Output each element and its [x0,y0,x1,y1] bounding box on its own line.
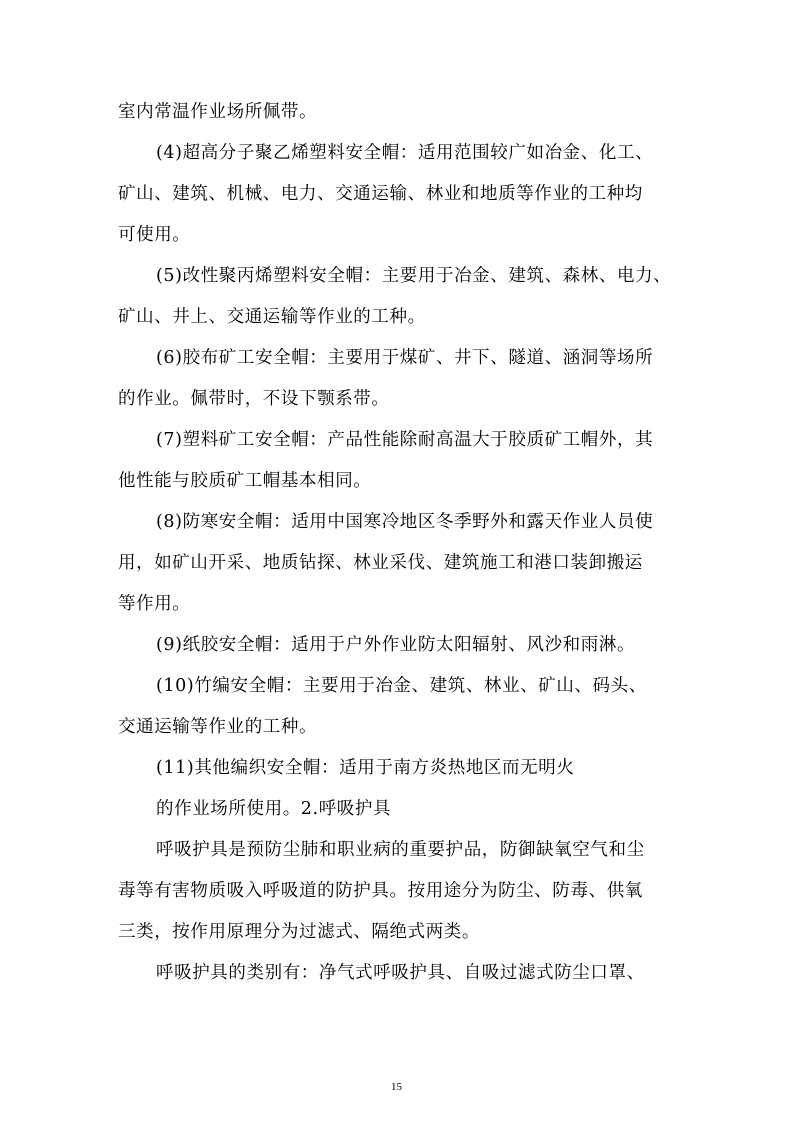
text-line: 室内常温作业场所佩带。 [118,102,318,122]
text-line: 可使用。 [118,225,191,245]
text-line: 的作业场所使用。2.呼吸护具 [156,799,392,819]
text-line: 他性能与胶质矿工帽基本相同。 [118,471,372,491]
text-line: (5)改性聚丙烯塑料安全帽：主要用于冶金、建筑、森林、电力、 [156,266,672,286]
text-line: 交通运输等作业的工种。 [118,717,318,737]
text-line: (4)超高分子聚乙烯塑料安全帽：适用范围较广如冶金、化工、 [156,143,654,163]
text-line: (11)其他编织安全帽：适用于南方炎热地区而无明火 [156,758,575,778]
page-number: 15 [391,1081,402,1093]
text-line: 用，如矿山开采、地质钻探、林业采伐、建筑施工和港口装卸搬运 [118,553,643,573]
text-line: 呼吸护具的类别有：净气式呼吸护具、自吸过滤式防尘口罩、 [156,963,645,983]
text-line: 的作业。佩带时，不设下颚系带。 [118,389,390,409]
text-line: (8)防寒安全帽：适用中国寒冷地区冬季野外和露天作业人员使 [156,512,654,532]
text-line: (6)胶布矿工安全帽：主要用于煤矿、井下、隧道、涵洞等场所 [156,348,654,368]
text-line: (9)纸胶安全帽：适用于户外作业防太阳辐射、风沙和雨淋。 [156,635,636,655]
text-line: 呼吸护具是预防尘肺和职业病的重要护品，防御缺氧空气和尘 [156,840,645,860]
text-line: (7)塑料矿工安全帽：产品性能除耐高温大于胶质矿工帽外，其 [156,430,654,450]
text-line: 毒等有害物质吸入呼吸道的防护具。按用途分为防尘、防毒、供氧 [118,881,643,901]
text-line: 三类，按作用原理分为过滤式、隔绝式两类。 [118,922,480,942]
text-line: (10)竹编安全帽：主要用于冶金、建筑、林业、矿山、码头、 [156,676,647,696]
text-line: 矿山、建筑、机械、电力、交通运输、林业和地质等作业的工种均 [118,184,643,204]
text-line: 等作用。 [118,594,191,614]
text-line: 矿山、井上、交通运输等作业的工种。 [118,307,426,327]
